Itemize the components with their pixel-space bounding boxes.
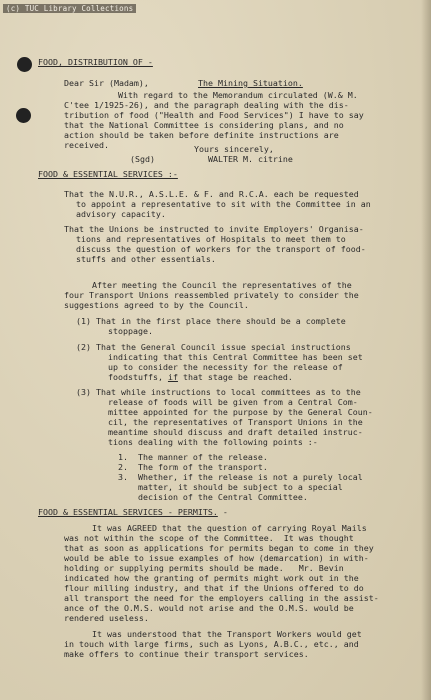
para-line: That the Unions be instructed to invite Employers' Organisa- bbox=[64, 224, 364, 234]
para-line: was not within the scope of the Committee. It was thought bbox=[64, 533, 354, 543]
list-item-1: (1) That in the first place there should be a complete bbox=[76, 316, 346, 326]
list-item-2: (2) That the General Council issue special instructions bbox=[76, 342, 351, 352]
list-item-3-cont: release of foods will be given from a Central Com- bbox=[108, 397, 358, 407]
letter-sgd: (Sgd) bbox=[130, 154, 155, 164]
list-item-2-cont: indicating that this Central Committee has been set bbox=[108, 352, 363, 362]
para-line: rendered useless. bbox=[64, 613, 149, 623]
list-item-2-cont: up to consider the necessity for the release of bbox=[108, 362, 343, 372]
sub-item: 1. The manner of the release. bbox=[118, 452, 268, 462]
copyright-watermark: (c) TUC Library Collections bbox=[3, 4, 136, 13]
para-line: four Transport Unions reassembled privately to consider the bbox=[64, 290, 359, 300]
heading-permits-text: FOOD & ESSENTIAL SERVICES - PERMITS. bbox=[38, 507, 218, 517]
letter-closing: Yours sincerely, bbox=[194, 144, 274, 154]
letter-signatory: WALTER M. citrine bbox=[208, 154, 293, 164]
letter-line: C'tee 1/1925-26), and the paragraph dealing with the dis- bbox=[64, 100, 349, 110]
list-item-1-cont: stoppage. bbox=[108, 326, 153, 336]
list-item-3-cont: meantime should discuss and draft detailed instruc- bbox=[108, 427, 363, 437]
text-segment: that stage be reached. bbox=[177, 372, 293, 382]
para-line: to appoint a representative to sit with the Committee in an bbox=[76, 199, 371, 209]
para-line: all transport the need for the employers calling in the assist- bbox=[64, 593, 379, 603]
para-line: advisory capacity. bbox=[76, 209, 166, 219]
sub-item: decision of the Central Committee. bbox=[118, 492, 308, 502]
para-line: It was understood that the Transport Workers would get bbox=[92, 629, 362, 639]
punch-hole bbox=[17, 57, 32, 72]
list-item-3-cont: cil, the representatives of Transport Unions in the bbox=[108, 417, 363, 427]
heading-food-distribution: FOOD, DISTRIBUTION OF - bbox=[38, 57, 153, 67]
para-line: It was AGREED that the question of carrying Royal Mails bbox=[92, 523, 367, 533]
heading-permits bbox=[38, 507, 228, 517]
text-segment: foodstuffs, bbox=[108, 372, 168, 382]
heading-food-essential-services: FOOD & ESSENTIAL SERVICES :- bbox=[38, 169, 178, 179]
letter-line: With regard to the Memorandum circulated (W.& M. bbox=[118, 90, 358, 100]
list-item-3-cont: tions dealing with the following points :- bbox=[108, 437, 318, 447]
para-line: ance of the O.M.S. would not arise and the O.M.S. would be bbox=[64, 603, 354, 613]
letter-line: that the National Committee is considering plans, and no bbox=[64, 120, 344, 130]
para-line: that as soon as applications for permits began to come in they bbox=[64, 543, 374, 553]
para-line: would be able to issue examples of how (demarcation) in with- bbox=[64, 553, 369, 563]
para-line: indicated how the granting of permits might work out in the bbox=[64, 573, 359, 583]
list-item-3-cont: mittee appointed for the purpose by the General Coun- bbox=[108, 407, 373, 417]
letter-line: tribution of food ("Health and Food Services") I have to say bbox=[64, 110, 364, 120]
punch-hole bbox=[16, 108, 31, 123]
para-line: holding or supplying permits should be made. Mr. Bevin bbox=[64, 563, 344, 573]
para-line: in touch with large firms, such as Lyons, A.B.C., etc., and bbox=[64, 639, 359, 649]
letter-subject: The Mining Situation. bbox=[198, 78, 303, 88]
sub-item: matter, it should be subject to a special bbox=[118, 482, 343, 492]
underlined-word: if bbox=[167, 372, 178, 382]
sub-item: 2. The form of the transport. bbox=[118, 462, 268, 472]
letter-salutation: Dear Sir (Madam), bbox=[64, 78, 149, 88]
para-line: make offers to continue their transport services. bbox=[64, 649, 309, 659]
para-line: That the N.U.R., A.S.L.E. & F. and R.C.A. each be requested bbox=[64, 189, 359, 199]
para-line: tions and representatives of Hospitals to meet them to bbox=[76, 234, 346, 244]
heading-permits-suffix: - bbox=[217, 507, 228, 517]
list-item-2-cont bbox=[108, 372, 293, 382]
para-line: stuffs and other essentials. bbox=[76, 254, 216, 264]
letter-line: action should be taken before definite instructions are bbox=[64, 130, 339, 140]
para-line: flour milling industry, and that if the Unions offered to do bbox=[64, 583, 364, 593]
list-item-3: (3) That while instructions to local committees as to the bbox=[76, 387, 361, 397]
para-line: discuss the question of workers for the transport of food- bbox=[76, 244, 366, 254]
para-line: suggestions agreed to by the Council. bbox=[64, 300, 249, 310]
sub-item: 3. Whether, if the release is not a purely local bbox=[118, 472, 363, 482]
para-line: After meeting the Council the representatives of the bbox=[92, 280, 352, 290]
letter-line: received. bbox=[64, 140, 109, 150]
